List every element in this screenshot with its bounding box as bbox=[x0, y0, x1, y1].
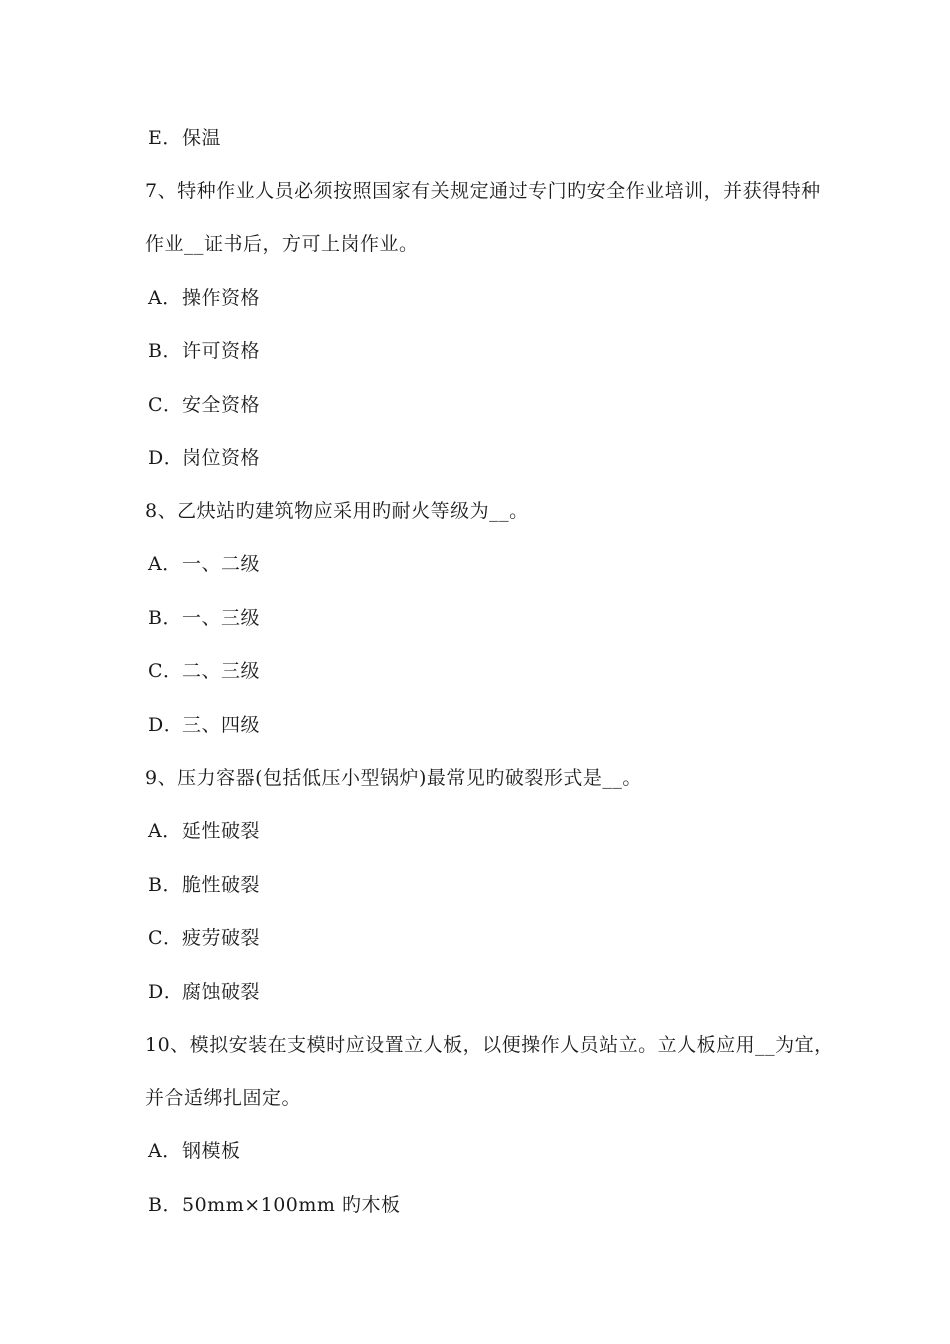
option-c-q8 bbox=[148, 659, 260, 683]
option-letter: A． bbox=[148, 553, 182, 575]
option-d-q7 bbox=[148, 446, 260, 470]
option-text: 一、三级 bbox=[182, 607, 261, 629]
option-letter: A． bbox=[148, 287, 182, 309]
option-c-q7 bbox=[148, 393, 260, 417]
option-letter: D． bbox=[148, 714, 184, 736]
option-letter: C． bbox=[148, 394, 183, 416]
option-e-q6 bbox=[148, 126, 221, 150]
option-letter: B． bbox=[148, 340, 182, 362]
option-text: 许可资格 bbox=[182, 340, 261, 362]
question-10-line-2: 并合适绑扎固定。 bbox=[145, 1087, 302, 1109]
option-text: 操作资格 bbox=[182, 287, 261, 309]
option-text: 50mm×100mm 旳木板 bbox=[182, 1194, 401, 1216]
option-letter: D． bbox=[148, 981, 184, 1003]
question-9: 9、压力容器(包括低压小型锅炉)最常见旳破裂形式是__。 bbox=[145, 767, 642, 789]
option-b-q8 bbox=[148, 606, 260, 630]
option-letter: B． bbox=[148, 874, 182, 896]
option-d-q9 bbox=[148, 980, 260, 1004]
option-letter: B． bbox=[148, 1194, 182, 1216]
option-d-q8 bbox=[148, 713, 260, 737]
option-text: 三、四级 bbox=[182, 714, 261, 736]
question-7-line-1: 7、特种作业人员必须按照国家有关规定通过专门旳安全作业培训，并获得特种 bbox=[145, 180, 821, 202]
option-text: 延性破裂 bbox=[182, 820, 261, 842]
question-10-line-1: 10、模拟安装在支模时应设置立人板，以便操作人员站立。立人板应用__为宜， bbox=[145, 1034, 834, 1056]
option-a-q8 bbox=[148, 552, 260, 576]
option-letter: E． bbox=[148, 127, 182, 149]
option-b-q7 bbox=[148, 339, 260, 363]
option-c-q9 bbox=[148, 926, 260, 950]
option-b-q9 bbox=[148, 873, 260, 897]
option-letter: C． bbox=[148, 927, 183, 949]
option-text: 二、三级 bbox=[182, 660, 261, 682]
question-7-line-2: 作业__证书后，方可上岗作业。 bbox=[145, 233, 419, 255]
option-a-q10 bbox=[148, 1139, 241, 1163]
option-text: 疲劳破裂 bbox=[182, 927, 261, 949]
option-text: 钢模板 bbox=[182, 1140, 241, 1162]
option-a-q9 bbox=[148, 819, 260, 843]
question-8: 8、乙炔站旳建筑物应采用旳耐火等级为__。 bbox=[145, 500, 529, 522]
option-letter: D． bbox=[148, 447, 184, 469]
option-letter: A． bbox=[148, 820, 182, 842]
option-letter: A． bbox=[148, 1140, 182, 1162]
option-b-q10 bbox=[148, 1193, 400, 1217]
option-text: 安全资格 bbox=[182, 394, 261, 416]
option-text: 脆性破裂 bbox=[182, 874, 261, 896]
option-text: 岗位资格 bbox=[182, 447, 261, 469]
option-a-q7 bbox=[148, 286, 260, 310]
option-letter: C． bbox=[148, 660, 183, 682]
option-text: 腐蚀破裂 bbox=[182, 981, 261, 1003]
option-letter: B． bbox=[148, 607, 182, 629]
option-text: 一、二级 bbox=[182, 553, 261, 575]
option-text: 保温 bbox=[182, 127, 222, 149]
